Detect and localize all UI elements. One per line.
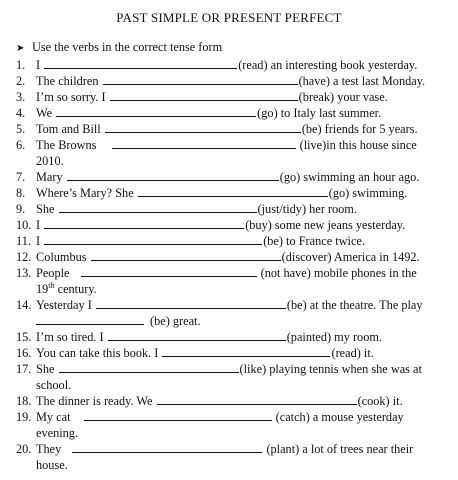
answer-blank[interactable]	[67, 170, 279, 181]
item-verb-hint: (read) an interesting book yesterday.	[238, 58, 418, 72]
exercise-item-14	[16, 297, 446, 313]
exercise-item-19	[16, 409, 446, 425]
item-continuation: 2010.	[36, 154, 64, 168]
item-number: 15.	[16, 330, 32, 344]
item-prompt: I	[36, 234, 41, 248]
item-number: 13.	[16, 266, 32, 280]
item-verb-hint: (painted) my room.	[286, 330, 382, 344]
exercise-item-6	[16, 137, 446, 153]
answer-blank[interactable]	[110, 90, 298, 101]
item-number: 11.	[16, 234, 31, 248]
item-verb-hint: (go) to Italy last summer.	[257, 106, 382, 120]
item-number: 19.	[16, 410, 32, 424]
item-number: 4.	[16, 106, 26, 120]
item-verb-hint: (have) a test last Monday.	[298, 74, 426, 88]
item-number: 7.	[16, 170, 26, 184]
item-prompt: They	[36, 442, 62, 456]
item-prompt: You can take this book. I	[36, 346, 159, 360]
item-number: 16.	[16, 346, 32, 360]
item-verb-hint: (be) to France twice.	[263, 234, 365, 248]
exercise-item-13-continued	[16, 281, 446, 297]
item-number: 5.	[16, 122, 26, 136]
exercise-item-6-continued	[16, 153, 446, 169]
item-verb-hint: (live)in this house since	[299, 138, 417, 152]
answer-blank[interactable]	[112, 138, 296, 149]
answer-blank[interactable]	[81, 266, 257, 277]
item-verb-hint: (plant) a lot of trees near their	[266, 442, 414, 456]
item-verb-hint: (catch) a mouse yesterday	[275, 410, 404, 424]
exercise-item-7	[16, 169, 446, 185]
exercise-item-18	[16, 393, 446, 409]
answer-blank[interactable]	[96, 298, 286, 309]
item-number: 1.	[16, 58, 26, 72]
arrow-bullet-icon: ➤	[16, 43, 25, 54]
item-prompt: I’m so sorry. I	[36, 90, 106, 104]
answer-blank[interactable]	[59, 202, 257, 213]
answer-blank[interactable]	[91, 250, 281, 261]
item-prompt: My cat	[36, 410, 71, 424]
exercise-item-9	[16, 201, 446, 217]
answer-blank[interactable]	[84, 410, 272, 421]
item-verb-hint: (be) at the theatre. The play	[286, 298, 423, 312]
item-prompt: Columbus	[36, 250, 87, 264]
item-prompt: I	[36, 218, 41, 232]
item-prompt: We	[36, 106, 53, 120]
exercise-item-8	[16, 185, 446, 201]
item-verb-hint: (cook) it.	[357, 394, 403, 408]
item-number: 20.	[16, 442, 32, 456]
answer-blank[interactable]	[59, 362, 239, 373]
exercise-item-16	[16, 345, 446, 361]
answer-blank[interactable]	[36, 314, 144, 325]
item-number: 2.	[16, 74, 26, 88]
item-number: 10.	[16, 218, 32, 232]
exercise-item-13	[16, 265, 446, 281]
item-number: 3.	[16, 90, 26, 104]
item-number: 6.	[16, 138, 26, 152]
item-prompt: Where’s Mary? She	[36, 186, 134, 200]
item-continuation: school.	[36, 378, 72, 392]
item-verb-hint: (go) swimming an hour ago.	[279, 170, 420, 184]
answer-blank[interactable]	[108, 330, 286, 341]
item-verb-hint: (discover) America in 1492.	[281, 250, 420, 264]
exercise-item-11	[16, 233, 446, 249]
item-prompt: She	[36, 362, 55, 376]
item-verb-hint: (buy) some new jeans yesterday.	[245, 218, 406, 232]
item-prompt: Mary	[36, 170, 63, 184]
item-number: 14.	[16, 298, 32, 312]
item-number: 12.	[16, 250, 32, 264]
item-verb-hint: (read) it.	[331, 346, 374, 360]
item-verb-hint: (go) swimming.	[328, 186, 408, 200]
item-continuation: (be) great.	[150, 314, 201, 328]
answer-blank[interactable]	[162, 346, 330, 357]
item-number: 8.	[16, 186, 26, 200]
exercise-item-10	[16, 217, 446, 233]
exercise-item-14-continued	[16, 313, 446, 329]
exercise-item-17-continued	[16, 377, 446, 393]
answer-blank[interactable]	[44, 234, 262, 245]
instruction	[16, 40, 446, 55]
item-continuation: house.	[36, 458, 68, 472]
exercise-item-19-continued	[16, 425, 446, 441]
exercise-item-4	[16, 105, 446, 121]
exercise-item-3	[16, 89, 446, 105]
item-prompt: The Browns	[36, 138, 97, 152]
item-continuation: 19th century.	[36, 280, 97, 296]
item-prompt: She	[36, 202, 55, 216]
item-number: 18.	[16, 394, 32, 408]
item-prompt: Yesterday I	[36, 298, 92, 312]
item-prompt: I’m so tired. I	[36, 330, 104, 344]
exercise-item-5	[16, 121, 446, 137]
exercise-item-2	[16, 73, 446, 89]
instruction-text: Use the verbs in the correct tense form	[32, 40, 223, 54]
answer-blank[interactable]	[44, 58, 237, 69]
item-verb-hint: (be) friends for 5 years.	[301, 122, 418, 136]
exercise-item-12	[16, 249, 446, 265]
item-prompt: The children	[36, 74, 99, 88]
item-continuation: evening.	[36, 426, 79, 440]
item-verb-hint: (like) playing tennis when she was at	[239, 362, 422, 376]
exercise-item-20-continued	[16, 457, 446, 473]
exercise-item-1	[16, 57, 446, 73]
item-prompt: People	[36, 266, 70, 280]
answer-blank[interactable]	[138, 186, 328, 197]
item-prompt: I	[36, 58, 41, 72]
item-number: 17.	[16, 362, 32, 376]
answer-blank[interactable]	[157, 394, 357, 405]
page-title: PAST SIMPLE OR PRESENT PERFECT	[116, 10, 342, 25]
answer-blank[interactable]	[44, 218, 244, 229]
exercise-item-17	[16, 361, 446, 377]
answer-blank[interactable]	[105, 122, 301, 133]
item-verb-hint: (break) your vase.	[298, 90, 388, 104]
answer-blank[interactable]	[56, 106, 256, 117]
item-prompt: Tom and Bill	[36, 122, 101, 136]
item-verb-hint: (not have) mobile phones in the	[260, 266, 417, 280]
answer-blank[interactable]	[72, 442, 262, 453]
item-number: 9.	[16, 202, 26, 216]
item-prompt: The dinner is ready. We	[36, 394, 153, 408]
item-verb-hint: (just/tidy) her room.	[257, 202, 357, 216]
exercise-item-15	[16, 329, 446, 345]
exercise-item-20	[16, 441, 446, 457]
answer-blank[interactable]	[103, 74, 298, 85]
